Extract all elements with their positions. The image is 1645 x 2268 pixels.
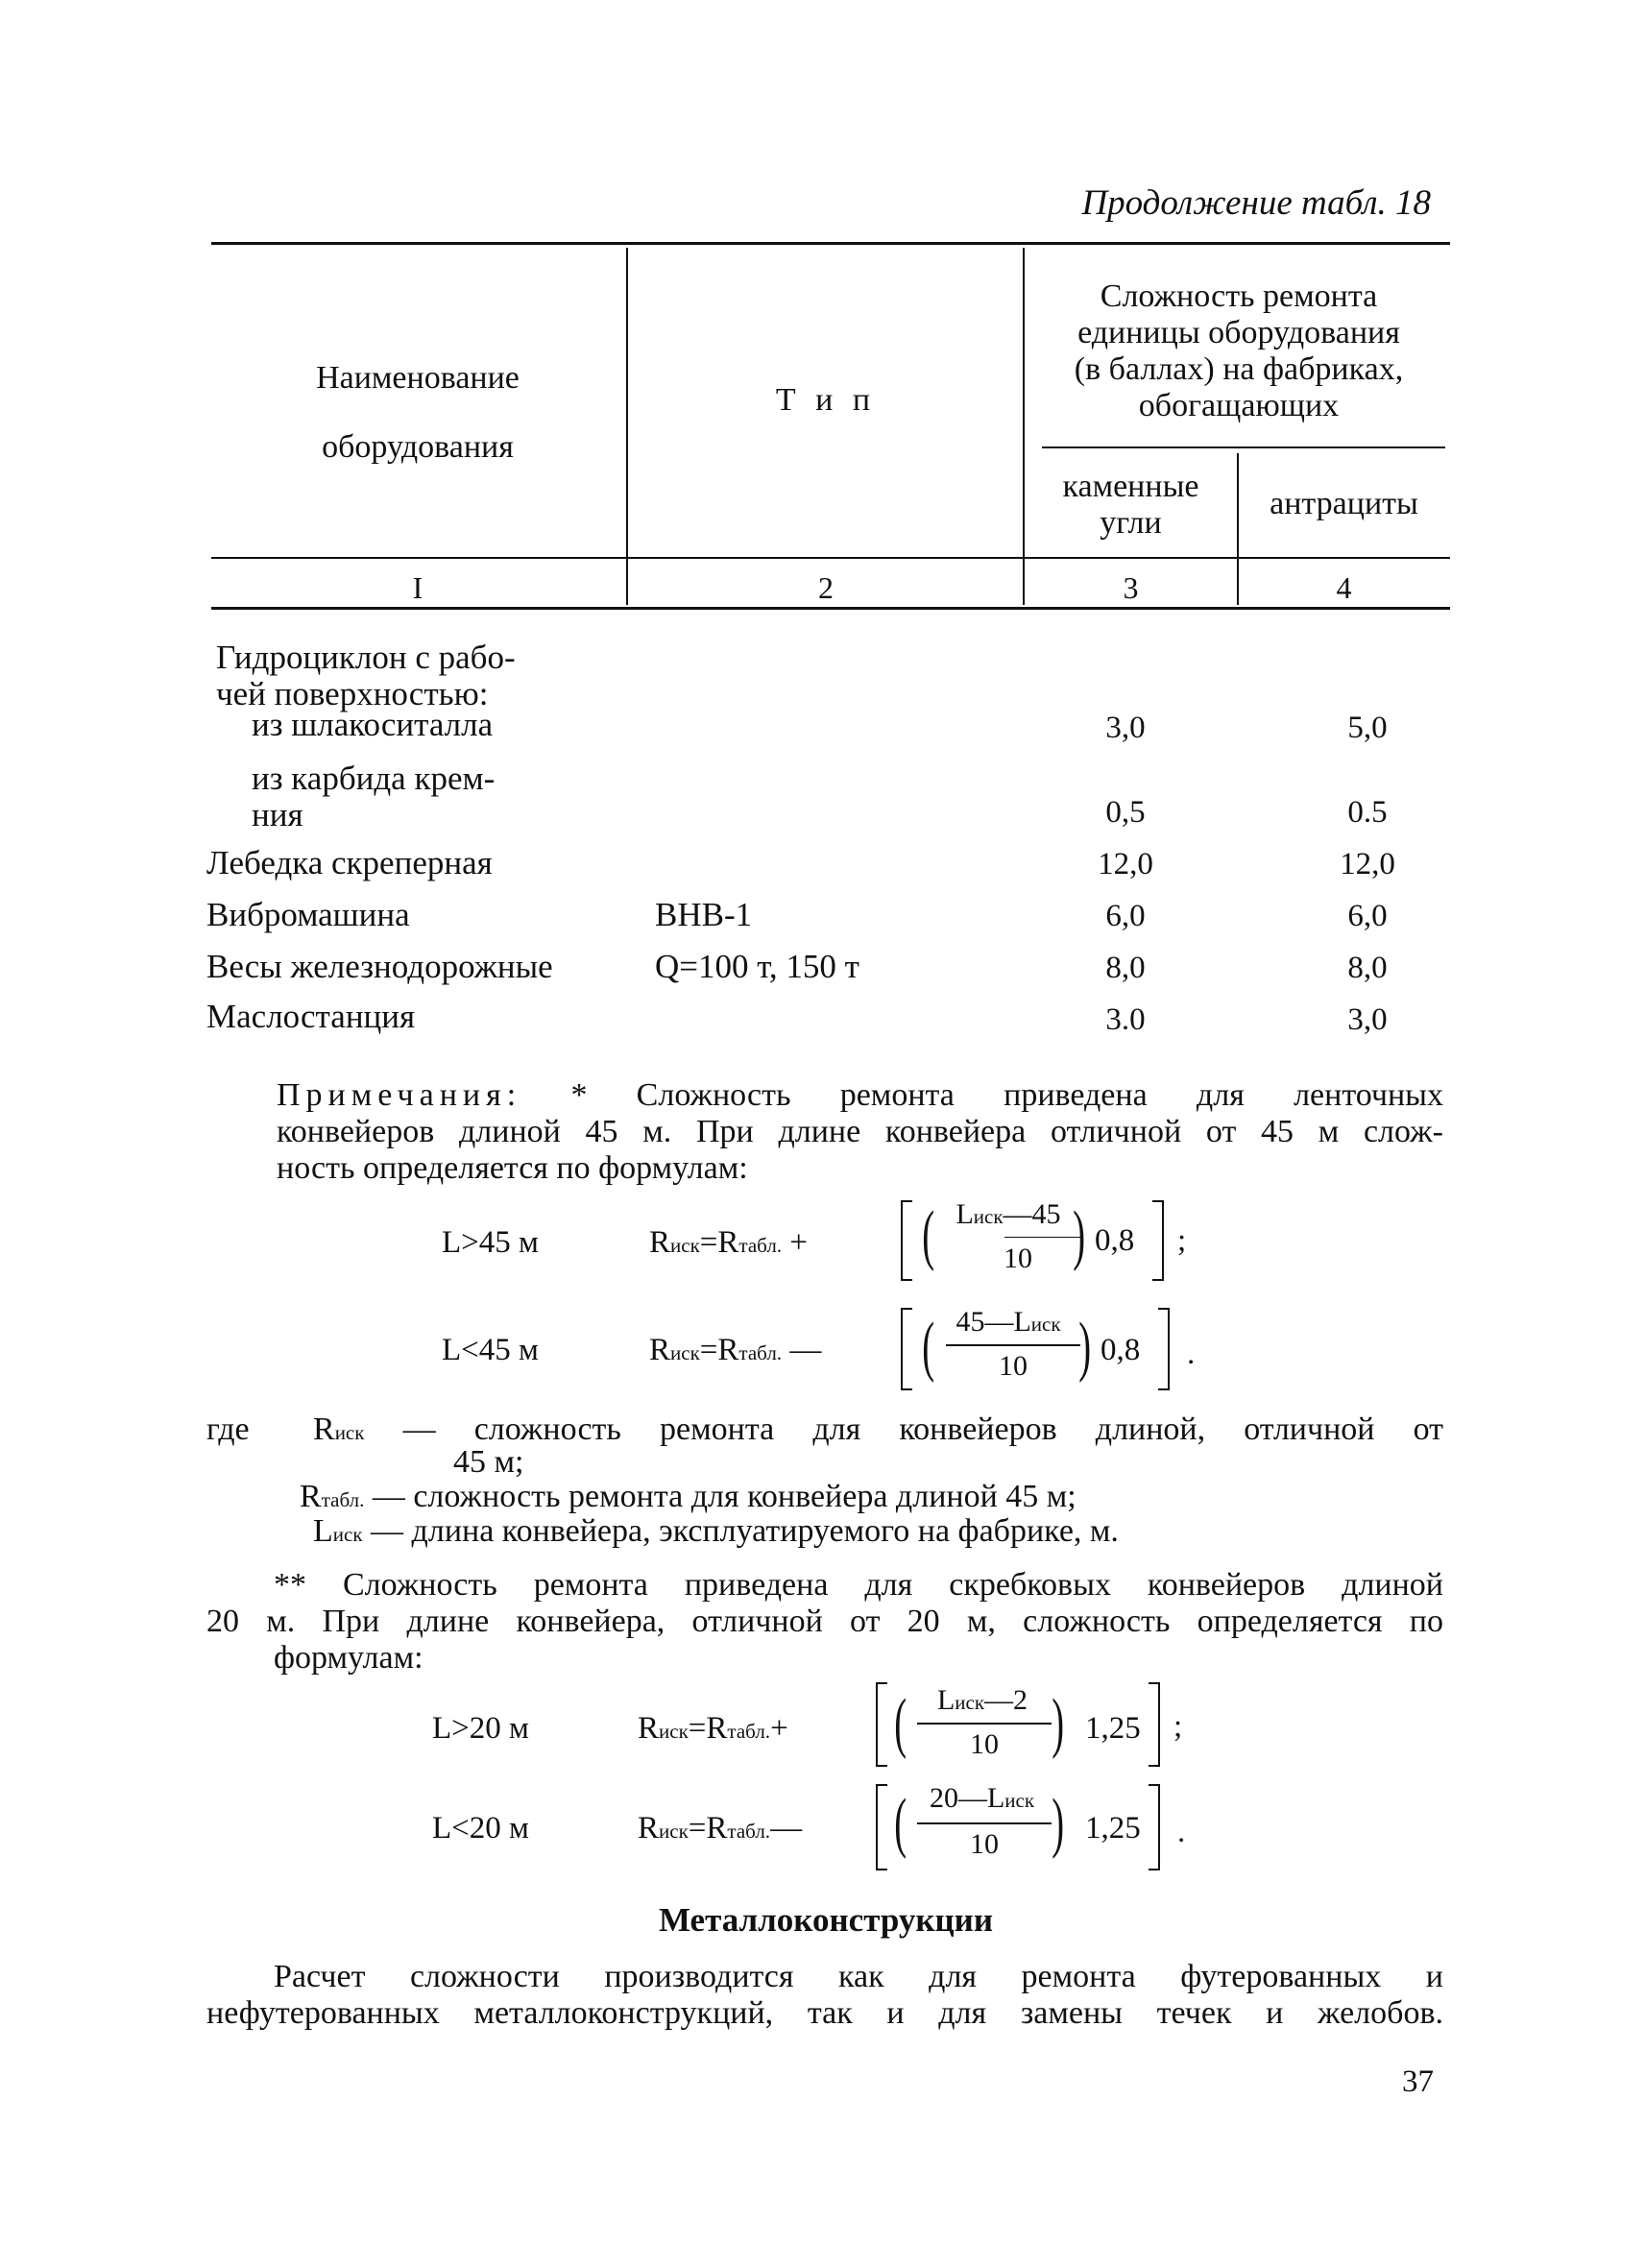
header-group-line-1: Сложность ремонта	[1100, 278, 1378, 314]
f2-r: R	[649, 1333, 671, 1367]
table-cell-type: ВНВ-1	[655, 896, 753, 933]
table-row-name: из шлакоситалла	[252, 706, 494, 743]
formula-1-coef: 0,8	[1095, 1223, 1135, 1258]
f1-r-sub: иск	[670, 1234, 700, 1257]
f2-r-sub: иск	[670, 1341, 700, 1364]
definition-2	[300, 1479, 1077, 1518]
row-3-name-line-2: ния	[252, 796, 303, 833]
f1-num-sub: иск	[973, 1205, 1004, 1228]
header-group	[1028, 278, 1450, 424]
table-cell-value: 8,0	[1105, 951, 1146, 985]
f3-op: +	[770, 1711, 788, 1746]
f2-eq: =R	[699, 1333, 739, 1367]
formula-1-condition: L>45 м	[442, 1225, 539, 1260]
formula-3-numerator	[910, 1684, 1054, 1717]
f4-num-sub: иск	[1004, 1789, 1035, 1812]
formula-2-bracket-right	[1158, 1308, 1170, 1390]
def1-text: — сложность ремонта для конвейеров длиной, отличной от	[402, 1411, 1444, 1447]
formula-4-lhs	[638, 1811, 802, 1846]
f1-op: +	[789, 1225, 808, 1260]
table-caption: Продолжение табл. 18	[1081, 183, 1431, 223]
formula-2-denominator: 10	[999, 1350, 1028, 1382]
f4-eq: =R	[688, 1811, 728, 1846]
formula-1-end: ;	[1177, 1223, 1187, 1258]
formula-3-paren-right: )	[1052, 1686, 1065, 1760]
table-cell-value: 6,0	[1105, 899, 1146, 933]
def1-sub: иск	[334, 1421, 365, 1444]
header-kamennye-line-1: каменные	[1062, 469, 1199, 504]
header-antracity: антрациты	[1270, 486, 1418, 521]
def2-sub: табл.	[321, 1488, 365, 1511]
col-number-2: 2	[818, 570, 834, 605]
table-cell-value: 12,0	[1340, 847, 1395, 881]
table-row-name: Вибромашина	[206, 896, 410, 933]
header-name-line-2: оборудования	[322, 429, 514, 465]
formula-3-bracket-left	[876, 1682, 887, 1767]
formula-1-paren-left: (	[922, 1198, 935, 1272]
page-number: 37	[1402, 2064, 1434, 2099]
header-bottom-rule	[211, 557, 1450, 559]
header-group-line-2: единицы оборудования	[1077, 315, 1400, 350]
table-cell-value: 12,0	[1098, 847, 1153, 881]
section-text-line-2: нефутерованных металлоконструкций, так и для замены течек и желобов.	[206, 1995, 1443, 2031]
formula-4-bracket-right	[1149, 1784, 1160, 1870]
f4-op: —	[770, 1811, 803, 1846]
table-row-name: Лебедка скреперная	[206, 844, 493, 881]
formula-1-numerator	[941, 1198, 1076, 1231]
header-type: Т и п	[775, 382, 877, 418]
f4-num: 20—L	[929, 1782, 1005, 1814]
formula-2-paren-right: )	[1078, 1310, 1092, 1384]
f3-r-sub: иск	[659, 1720, 689, 1743]
f1-tabl-sub: табл.	[738, 1234, 783, 1257]
header-name-line-1: Наименование	[316, 360, 520, 396]
note-1-line-2: конвейеров длиной 45 м. При длине конвейера отличной от 45 м слож-	[277, 1114, 1443, 1149]
table-cell-value: 0.5	[1347, 795, 1388, 830]
where-label: где	[206, 1411, 250, 1447]
notes-label: Примечания:	[277, 1077, 522, 1113]
table-cell-type: Q=100 т, 150 т	[655, 948, 859, 985]
table-row-name: Весы железнодорожные	[206, 948, 553, 985]
formula-3-end: ;	[1173, 1709, 1183, 1744]
definition-1-cont: 45 м;	[453, 1444, 524, 1480]
formula-3-coef: 1,25	[1085, 1711, 1141, 1746]
header-kamennye	[1028, 469, 1234, 542]
f4-r: R	[638, 1811, 660, 1846]
formula-1-fraction-bar	[1004, 1237, 1081, 1238]
note-1-line-3: ность определяется по формулам:	[277, 1150, 748, 1186]
f3-eq: =R	[688, 1711, 728, 1746]
col-number-4: 4	[1336, 570, 1352, 605]
formula-4-paren-right: )	[1052, 1786, 1065, 1860]
f3-num-rest: —2	[984, 1684, 1028, 1716]
formula-3-denominator: 10	[970, 1728, 999, 1760]
formula-1-bracket-right	[1152, 1200, 1164, 1281]
table-cell-value: 3,0	[1347, 1002, 1388, 1037]
formula-3-lhs	[638, 1711, 788, 1747]
col-number-3: 3	[1123, 570, 1139, 605]
row-1-name-line-1: Гидроциклон с рабо-	[216, 639, 516, 676]
table-cell-value: 6,0	[1347, 899, 1388, 933]
formula-2-lhs	[649, 1333, 821, 1368]
f4-tabl-sub: табл.	[727, 1820, 771, 1843]
col-divider-1	[626, 248, 628, 605]
col-number-1: I	[412, 570, 423, 605]
formula-2-bracket-left	[901, 1308, 912, 1390]
f3-num-sub: иск	[955, 1691, 985, 1714]
table-cell-value: 5,0	[1347, 711, 1388, 745]
section-text	[206, 1959, 1443, 2032]
colnum-rule	[211, 607, 1450, 610]
f2-num-sub: иск	[1030, 1313, 1061, 1336]
def1-sym: R	[313, 1411, 335, 1447]
formula-4-denominator: 10	[970, 1828, 999, 1860]
header-name	[216, 344, 619, 482]
formula-2-paren-left: (	[922, 1310, 935, 1384]
f2-tabl-sub: табл.	[738, 1341, 783, 1364]
f3-r: R	[638, 1711, 660, 1746]
formula-3-fraction-bar	[917, 1723, 1052, 1725]
f1-num-rest: —45	[1003, 1198, 1061, 1230]
note-2-line-2: 20 м. При длине конвейера, отличной от 20 м, сложность определяется по	[206, 1604, 1443, 1639]
formula-1-lhs	[649, 1225, 808, 1261]
formula-1-denominator: 10	[1004, 1243, 1032, 1274]
def2-text: — сложность ремонта для конвейера длиной 45 м;	[372, 1479, 1077, 1514]
formula-4-end: .	[1177, 1815, 1186, 1849]
f1-r: R	[649, 1225, 671, 1260]
group-rule	[1042, 446, 1445, 448]
header-group-line-4: обогащающих	[1138, 388, 1340, 423]
formula-4-numerator	[907, 1782, 1056, 1815]
formula-2-fraction-bar	[946, 1344, 1080, 1346]
table-cell-value: 8,0	[1347, 951, 1388, 985]
row-1-name-line-2: чей поверхностью:	[216, 675, 489, 712]
def3-sym: L	[313, 1513, 333, 1549]
note-1	[277, 1077, 1443, 1187]
section-text-line-1: Расчет сложности производится как для ремонта футерованных и	[274, 1959, 1443, 1994]
note-1-line-1-text: * Сложность ремонта приведена для ленточных	[570, 1077, 1444, 1113]
formula-4-condition: L<20 м	[432, 1811, 529, 1846]
table-row-name: Маслостанция	[206, 998, 416, 1035]
f3-num: L	[936, 1684, 956, 1716]
formula-2-coef: 0,8	[1101, 1333, 1141, 1367]
row-3-name-line-1: из карбида крем-	[252, 760, 496, 797]
section-heading: Металлоконструкции	[658, 1901, 993, 1939]
formula-1-bracket-left	[901, 1200, 912, 1281]
def2-sym: R	[300, 1479, 322, 1514]
table-top-rule	[211, 242, 1450, 245]
formula-2-end: .	[1187, 1337, 1196, 1371]
formula-4-paren-left: (	[894, 1786, 907, 1860]
definition-3	[313, 1513, 1119, 1553]
f1-eq: =R	[699, 1225, 739, 1260]
formula-4-fraction-bar	[917, 1822, 1052, 1824]
formula-4-coef: 1,25	[1085, 1811, 1141, 1846]
f3-tabl-sub: табл.	[727, 1720, 771, 1743]
def3-sub: иск	[332, 1523, 363, 1546]
note-2-line-1: ** Сложность ремонта приведена для скребковых конвейеров длиной	[274, 1567, 1443, 1603]
col-divider-3	[1237, 453, 1239, 605]
f1-num: L	[956, 1198, 974, 1230]
col-divider-2	[1023, 248, 1025, 605]
table-row-name	[252, 760, 495, 833]
f2-op: —	[789, 1333, 822, 1367]
formula-2-condition: L<45 м	[442, 1333, 539, 1367]
formula-3-condition: L>20 м	[432, 1711, 529, 1746]
formula-3-bracket-right	[1149, 1682, 1160, 1767]
f4-r-sub: иск	[659, 1820, 689, 1843]
def3-text: — длина конвейера, эксплуатируемого на фабрике, м.	[371, 1513, 1119, 1549]
note-2	[206, 1567, 1443, 1677]
header-group-line-3: (в баллах) на фабриках,	[1074, 351, 1404, 387]
formula-2-numerator	[936, 1306, 1080, 1339]
table-cell-value: 3,0	[1105, 711, 1146, 745]
f2-num: 45—L	[956, 1306, 1031, 1338]
formula-1-paren-right: )	[1073, 1198, 1086, 1272]
table-row-name	[216, 639, 516, 712]
table-cell-value: 0,5	[1105, 795, 1146, 830]
header-kamennye-line-2: угли	[1100, 505, 1162, 541]
formula-3-paren-left: (	[894, 1686, 907, 1760]
note-2-line-3: формулам:	[274, 1640, 423, 1676]
note-1-line-1	[277, 1077, 1443, 1114]
table-cell-value: 3.0	[1105, 1002, 1146, 1037]
formula-4-bracket-left	[876, 1784, 887, 1870]
